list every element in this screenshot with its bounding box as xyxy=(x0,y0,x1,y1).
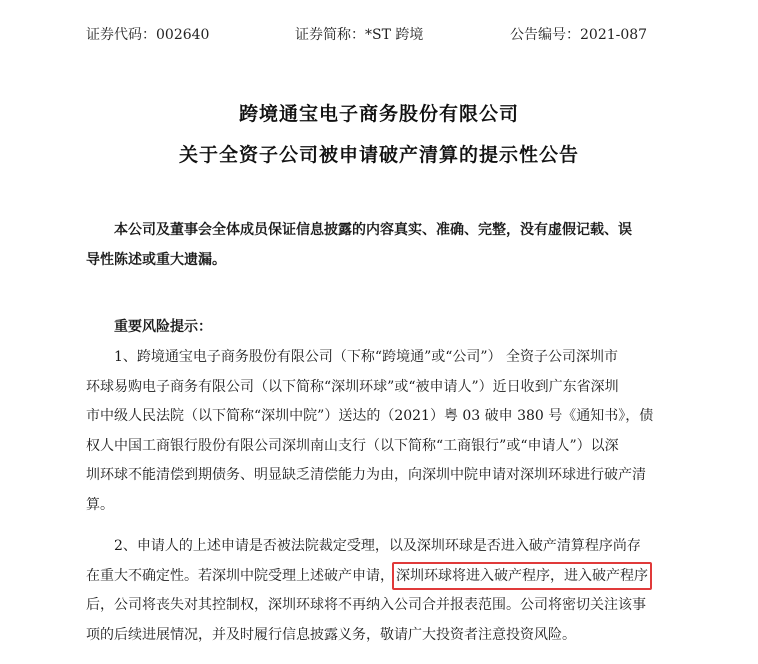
stock-name: 证券简称：*ST 跨境 xyxy=(295,27,424,43)
risk-item-1-line: 1、跨境通宝电子商务股份有限公司（下称“跨境通”或“公司”） 全资子公司深圳市 xyxy=(114,349,618,365)
risk-item-2-text: 在重大不确定性。若深圳中院受理上述破产申请， xyxy=(86,567,394,584)
risk-item-1-line: 环球易购电子商务有限公司（以下简称“深圳环球”或“被申请人”）近日收到广东省深圳 xyxy=(86,378,619,395)
risk-heading: 重要风险提示： xyxy=(114,319,212,335)
highlight-box: 深圳环球将进入破产程序，进入破产程序 xyxy=(392,562,652,590)
company-title: 跨境通宝电子商务股份有限公司 xyxy=(238,103,519,125)
risk-item-2-line: 项的后续进展情况，并及时履行信息披露义务，敬请广大投资者注意投资风险。 xyxy=(86,626,576,643)
risk-item-1 xyxy=(86,343,676,520)
risk-item-1-line: 市中级人民法院（以下简称“深圳中院”）送达的（2021）粤 03 破申 380 号《通知书》，债 xyxy=(86,408,654,424)
disclaimer-line-1: 本公司及董事会全体成员保证信息披露的内容真实、准确、完整，没有虚假记载、误 xyxy=(114,222,632,238)
risk-item-2 xyxy=(86,532,676,650)
disclaimer-paragraph xyxy=(86,216,676,275)
risk-item-1-line: 算。 xyxy=(86,496,114,513)
risk-item-2-line xyxy=(86,562,676,592)
notice-title: 关于全资子公司被申请破产清算的提示性公告 xyxy=(178,144,579,166)
risk-item-2-line: 后，公司将丧失对其控制权，深圳环球将不再纳入公司合并报表范围。公司将密切关注该事 xyxy=(86,597,646,613)
stock-code: 证券代码：002640 xyxy=(86,27,210,43)
risk-item-1-line: 圳环球不能清偿到期债务、明显缺乏清偿能力为由，向深圳中院申请对深圳环球进行破产清 xyxy=(86,467,646,483)
risk-item-1-line: 权人中国工商银行股份有限公司深圳南山支行（以下简称“工商银行”或“申请人”）以深 xyxy=(86,437,619,454)
risk-item-2-line: 2、申请人的上述申请是否被法院裁定受理，以及深圳环球是否进入破产清算程序尚存 xyxy=(114,538,641,554)
disclaimer-line-2: 导性陈述或重大遗漏。 xyxy=(86,251,226,268)
notice-number: 公告编号：2021-087 xyxy=(510,27,648,43)
